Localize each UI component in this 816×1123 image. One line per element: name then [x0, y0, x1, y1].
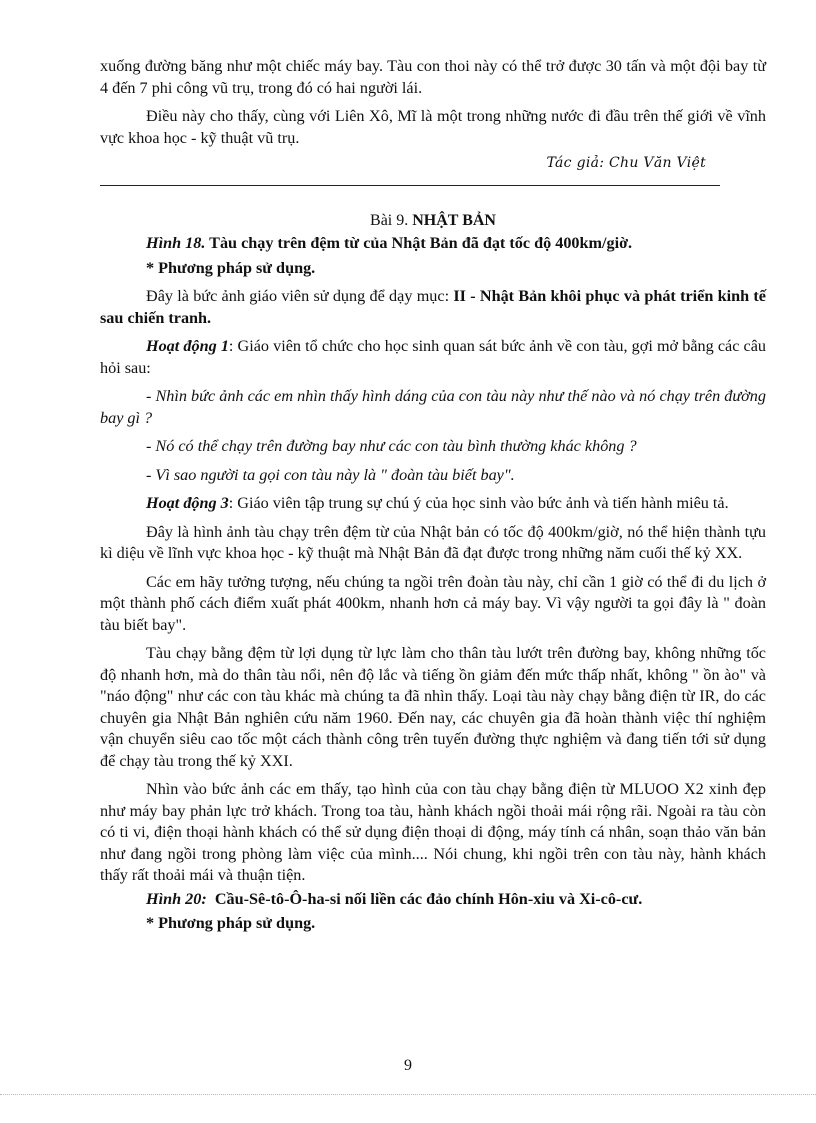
figure-18-label: Hình 18. [146, 234, 206, 252]
figure-20-text: Cầu-Sê-tô-Ô-ha-si nối liền các đảo chính Hôn-xiu và Xi-cô-cư. [214, 889, 643, 908]
author-signature: Tác giả: Chu Văn Việt [546, 155, 706, 171]
lesson-title [100, 210, 766, 232]
body-paragraph-2: Các em hãy tưởng tượng, nếu chúng ta ngồi trên đoàn tàu này, chỉ cần 1 giờ có thể đi du lịch ở một thành phố cách điểm xuất phát 400km, nhanh hơn cả máy bay. Vì vậy người ta gọi đây là " đoàn tàu biết bay". [100, 572, 766, 634]
activity-1-label: Hoạt động 1 [146, 337, 229, 355]
body-paragraph-3: Tàu chạy bằng đệm từ lợi dụng từ lực làm cho thân tàu lướt trên đường bay, không những tốc độ nhanh hơn, mà do thân tàu nổi, nên độ lắc và tiếng ồn giảm đến mức thấp nhất, không " ồn ào" và "náo động" như các con tàu khác mà chúng ta đã nhìn thấy. Loại tàu này chạy bằng điện từ IR, do các chuyên gia Nhật Bản nghiên cứu năm 1960. Đến nay, các chuyên gia đã hoàn thành việc thí nghiệm vận chuyển siêu cao tốc một cách thành công trên tuyến đường thực nghiệm và đang tiến tới sử dụng để chạy tàu trong thế kỷ XXI. [100, 644, 766, 770]
page-bottom-border [0, 1094, 816, 1095]
intro-text: Đây là bức ảnh giáo viên sử dụng để dạy mục: [146, 287, 454, 305]
intro-paragraph-1: xuống đường băng như một chiếc máy bay. Tàu con thoi này có thể trở được 30 tấn và một đội bay từ 4 đến 7 phi công vũ trụ, trong đó có hai người lái. [100, 57, 766, 97]
activity-3-text: : Giáo viên tập trung sự chú ý của học sinh vào bức ảnh và tiến hành miêu tả. [228, 494, 729, 512]
figure-20-caption [100, 889, 766, 911]
figure-20-label: Hình 20: [146, 889, 207, 908]
figure-18-text: Tàu chạy trên đệm từ của Nhật Bản đã đạt tốc độ 400km/giờ. [209, 234, 633, 252]
lesson-name: NHẬT BẢN [412, 211, 496, 229]
activity-1-text: : Giáo viên tổ chức cho học sinh quan sát bức ảnh về con tàu, gợi mở bằng các câu hỏi sau: [100, 337, 766, 377]
body-paragraph-1: Đây là hình ảnh tàu chạy trên đệm từ của Nhật bản có tốc độ 400km/giờ, nó thể hiện thành tựu kì diệu về lĩnh vực khoa học - kỹ thuật mà Nhật Bản đã đạt được trong những năm cuối thế kỷ XX. [100, 522, 766, 562]
lesson-prefix: Bài 9. [370, 211, 409, 229]
activity-1 [100, 336, 766, 379]
activity-3 [100, 493, 766, 515]
section-divider [100, 185, 720, 186]
body-paragraph-4: Nhìn vào bức ảnh các em thấy, tạo hình của con tàu chạy bằng điện từ MLUOO X2 xinh đẹp như máy bay phản lực trở khách. Trong toa tàu, hành khách ngồi thoải mái rộng rãi. Ngoài ra tàu còn có ti vi, điện thoại hành khách có thể sử dụng điện thoại di động, máy tính cá nhân, soạn thảo văn bản như đang ngồi trong phòng làm việc của mình.... Nói chung, khi ngồi trên con tàu này, hành khách thấy rất thoải mái và thuận tiện. [100, 780, 766, 884]
section-reference: II - Nhật Bản khôi phục và phát triển kinh tế sau chiến tranh. [100, 287, 766, 327]
method-heading-20: * Phương pháp sử dụng. [146, 914, 316, 932]
document-body [100, 56, 766, 935]
intro-paragraph-2: Điều này cho thấy, cùng với Liên Xô, Mĩ là một trong những nước đi đầu trên thế giới về vĩnh vực khoa học - kỹ thuật vũ trụ. [100, 107, 766, 147]
figure-18-caption [100, 233, 766, 255]
question-1: - Nhìn bức ảnh các em nhìn thấy hình dáng của con tàu này như thế nào và nó chạy trên đường bay gì ? [100, 387, 766, 427]
question-3: - Vì sao người ta gọi con tàu này là " đoàn tàu biết bay". [146, 465, 515, 484]
page-number: 9 [404, 1057, 412, 1074]
figure-18-intro [100, 286, 766, 329]
question-2: - Nó có thể chạy trên đường bay như các con tàu bình thường khác không ? [146, 437, 637, 455]
activity-3-label: Hoạt động 3 [146, 494, 229, 512]
method-heading-18: * Phương pháp sử dụng. [146, 258, 316, 277]
